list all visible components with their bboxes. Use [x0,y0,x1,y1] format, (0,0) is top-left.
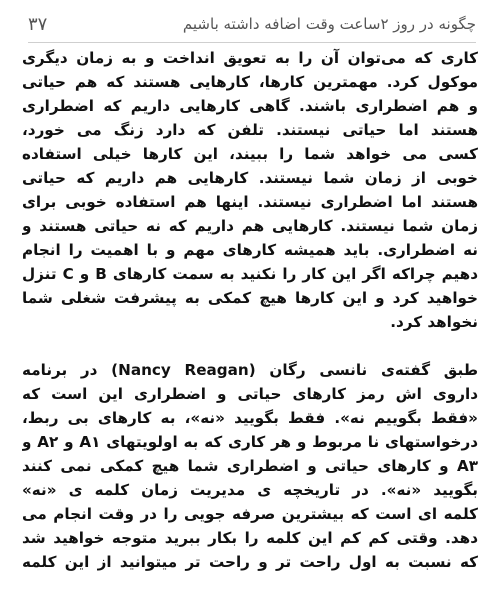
text-line: کلمه ای است که بیشترین صرفه جویی را در وقت انجام می [22,505,478,523]
text-line: و هم اضطراری باشند. گاهی کارهایی داریم که اضطراری [22,97,478,115]
running-title: چگونه در روز ۲ساعت وقت اضافه داشته باشیم [182,15,476,33]
text-line: کسی می خواهد شما را ببیند، این کارها خیلی استفاده [22,145,478,163]
body-text [22,46,478,574]
page-number: ۳۷ [28,13,48,35]
paragraph-2 [22,358,478,574]
text-line: A۳ و کارهای حیاتی و اضطراری شما هیچ کمکی نمی کنند [22,457,478,475]
paragraph-1 [22,46,478,334]
paragraph-gap [22,334,478,358]
text-line: کاری که می‌توان آن را به تعویق انداخت و به زمان دیگری [22,49,478,67]
text-line: درخواستهای نا مربوط و هر کاری که به اولویتهای A۱ و A۲ و [22,433,478,451]
text-line: «فقط بگوییم نه». فقط بگویید «نه»، به کارهای بی ربط، [22,409,478,427]
text-line: موکول کرد. مهمترین کارها، کارهایی هستند که هم حیاتی [22,73,478,91]
text-line: هستند اما اضطراری نیستند. اینها هم استفاده خوبی برای [22,193,478,211]
text-line: هستند اما حیاتی نیستند. تلفن که دارد زنگ می خورد، [22,121,478,139]
text-line: نه اضطراری. باید همیشه کارهای مهم و با اهمیت را انجام [22,241,478,259]
text-line: دهیم چراکه اگر این کار را نکنید به سمت کارهای B و C تنزل [22,265,478,283]
page-header [28,6,476,43]
text-line: دهد. وقتی کم کم این کلمه را بکار ببرید متوجه خواهید شد [22,529,478,547]
text-line: خواهید کرد و این کارها هیچ کمکی به پیشرفت شغلی شما [22,289,478,307]
text-line: زمان شما نیستند. کارهایی هم داریم که نه حیاتی هستند و [22,217,478,235]
text-line: طبق گفته‌ی نانسی رگان (Nancy Reagan) در برنامه [22,361,478,379]
text-line: بگویید «نه». در تاریخچه ی مدیریت زمان کلمه ی «نه» [22,481,478,499]
text-line: نخواهد کرد. [390,313,478,331]
text-line: خوبی از زمان شما نیستند. کارهایی هم داریم که حیاتی [22,169,478,187]
text-line: که نسبت به اول راحت تر و راحت تر میتوانید از این کلمه [22,553,478,571]
text-line: داروی اش رمز کارهای حیاتی و اضطراری این است که [22,385,478,403]
